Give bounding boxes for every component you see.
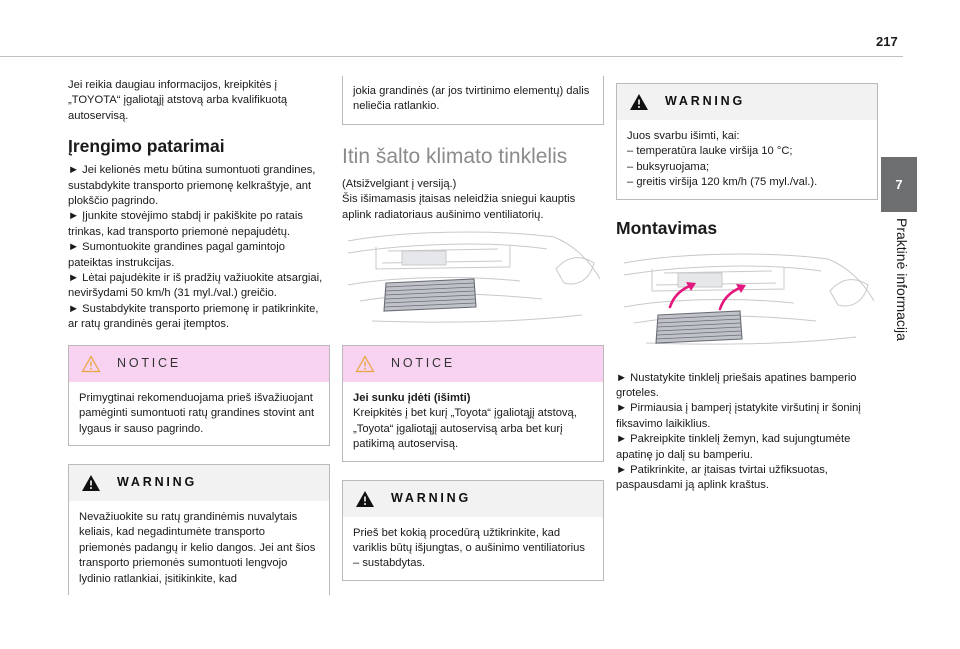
warning-box: [68, 464, 330, 595]
notice-header: [69, 346, 329, 382]
warning-text-2: Prieš bet kokią procedūrą užtikrinkite, kad variklis būtų išjungtas, o aušinimo ventiliatorius – sustabdytas.: [353, 526, 585, 570]
warning-triangle-icon-3: [629, 93, 649, 111]
top-rule: [0, 56, 903, 57]
installation-illustration: [616, 249, 878, 353]
installation-instructions: ► Nustatykite tinklelį priešais apatines bamperio groteles. ► Pirmiausia į bamperį įstatykite viršutinį ir šoninį fiksavimo laikiklius. ► Pakreipkite tinklelį žemyn, kad sujungtumėte apatinę jo dalį su bamperiu. ► Patikrinkite, ar įtaisas tvirtai užfiksuotas, paspausdami ją aplink kraštus.: [616, 371, 861, 492]
warning-box-2: [342, 480, 604, 581]
section-heading-cold-climate-screen: Itin šalto klimato tinklelis: [342, 144, 568, 168]
notice-body-2: [343, 382, 603, 461]
column-2: [342, 78, 604, 581]
warning-text-3: Juos svarbu išimti, kai: – temperatūra lauke viršija 10 °C; – buksyruojama; – greitis viršija 120 km/h (75 myl./val.).: [627, 130, 818, 189]
warning-header-3: [617, 84, 877, 120]
warning-label-3: WARNING: [665, 94, 746, 109]
notice-header-2: [343, 346, 603, 382]
column-3: [616, 78, 878, 494]
notice-label-2: NOTICE: [391, 356, 456, 371]
chapter-title: Praktinė informacija: [894, 218, 910, 341]
section-heading-installation-tips: Įrengimo patarimai: [68, 136, 225, 157]
notice-box: [68, 345, 330, 446]
warning-header: [69, 465, 329, 501]
continued-warning-text: jokia grandinės (ar jos tvirtinimo elementų) dalis neliečia ratlankio.: [353, 85, 590, 113]
section-heading-installation: Montavimas: [616, 217, 718, 238]
notice-box-2: [342, 345, 604, 462]
notice-subheading: Jei sunku įdėti (išimti): [353, 392, 471, 405]
warning-triangle-icon-2: [355, 490, 375, 508]
warning-label: WARNING: [117, 475, 198, 490]
warning-box-3: [616, 83, 878, 200]
warning-text: Nevažiuokite su ratų grandinėmis nuvalytais keliais, kad negadintumėte transporto priemonės padangų ir kelio dangos. Jei ant šios transporto priemonės sumontuoti lengvojo lydinio ratlankiai, įsitikinkite, kad: [79, 510, 316, 585]
warning-triangle-icon: [81, 474, 101, 492]
notice-text: Primygtinai rekomenduojama prieš išvažiuojant pamėginti sumontuoti ratų grandines stovint ant lygaus ir sauso pagrindo.: [79, 391, 315, 435]
bumper-grille-illustration: [342, 227, 604, 331]
notice-text-2: Kreipkitės į bet kurį „Toyota“ įgaliotąjį atstovą, „Toyota“ įgaliotąjį autoservisą arba bet kurį patikimą autoservisą.: [353, 407, 577, 451]
caution-triangle-icon-2: [355, 355, 375, 373]
intro-text: Jei reikia daugiau informacijos, kreipkitės į „TOYOTA“ įgaliotąjį atstovą arba kvalifikuotą autoservisą.: [68, 79, 288, 122]
cold-screen-intro: (Atsižvelgiant į versiją.) Šis išimamasis įtaisas neleidžia sniegui kauptis aplink radiatoriaus aušinimo ventiliatorių.: [342, 177, 576, 221]
warning-label-2: WARNING: [391, 490, 472, 505]
warning-header-2: [343, 481, 603, 517]
installation-steps: ► Jei kelionės metu būtina sumontuoti grandines, sustabdykite transporto priemonę kelkraštyje, ant plokščio pagrindo. ► Įjunkite stovėjimo stabdį ir pakiškite po ratais trinkas, kad transporto priemonė nepajudėtų. ► Sumontuokite grandines pagal gamintojo pateiktas instrukcijas. ► Lėtai pajudėkite ir iš pradžių važiuokite atsargiai, neviršydami 50 km/h (31 myl./val.) greičio. ► Sustabdykite transporto priemonę ir patikrinkite, ar ratų grandinės gerai įtemptos.: [68, 164, 323, 331]
column-1: [68, 78, 330, 595]
notice-label: NOTICE: [117, 355, 182, 370]
page-number: 217: [876, 34, 898, 49]
chapter-tab[interactable]: 7: [881, 157, 917, 212]
continued-warning-box: [342, 76, 604, 125]
caution-triangle-icon: [81, 355, 101, 373]
